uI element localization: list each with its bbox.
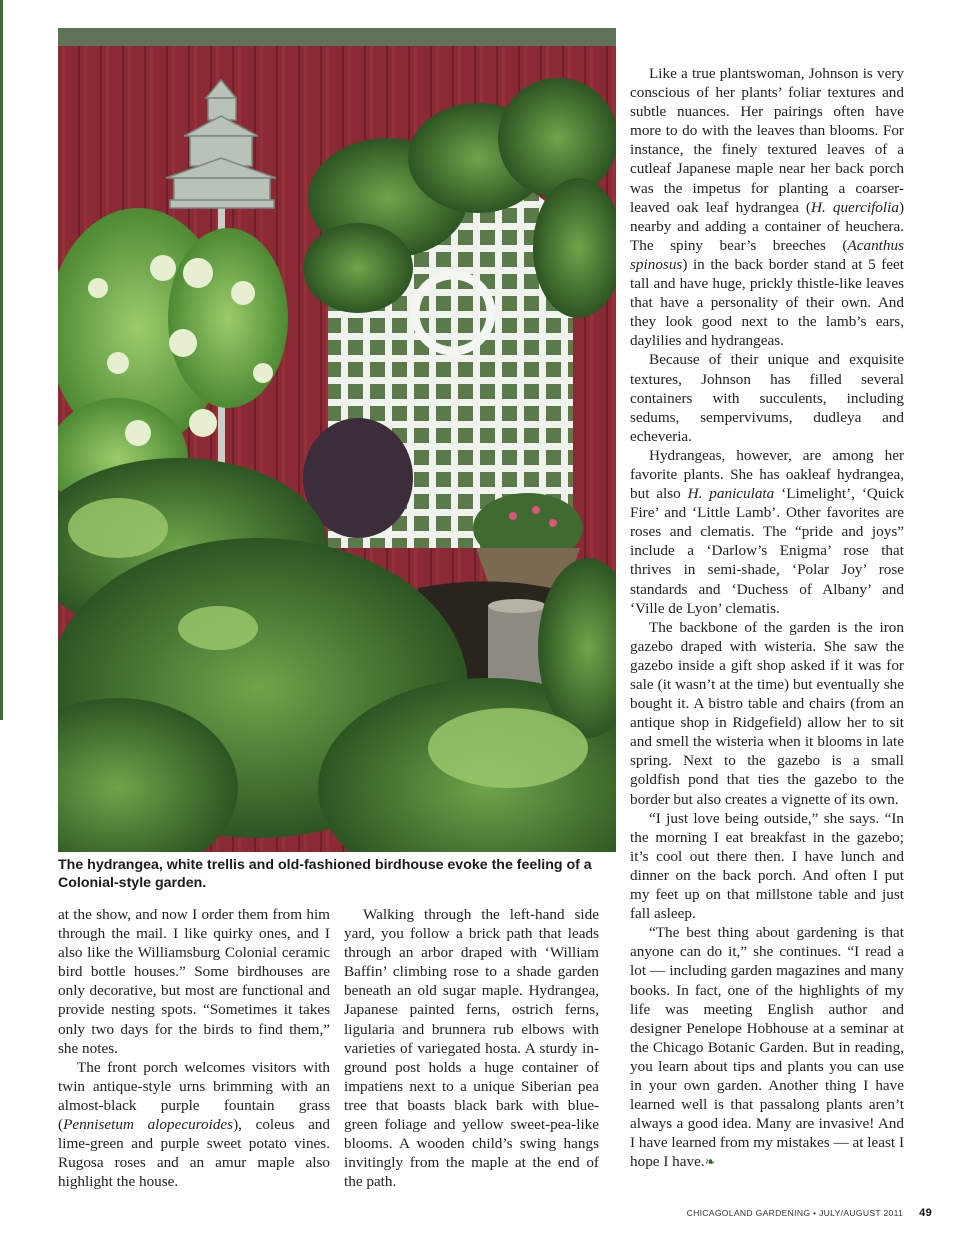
footer-publication: CHICAGOLAND GARDENING • JULY/AUGUST 2011 bbox=[686, 1208, 904, 1218]
article-column-3 bbox=[630, 64, 904, 1171]
page-footer bbox=[687, 1207, 932, 1219]
paragraph: Walking through the left-hand side yard, you follow a brick path that leads through an arbor draped with ‘William Baffin’ climbing rose to a shade garden beneath an old sugar maple. Hydrangea, Japanese painted ferns, ostrich ferns, ligularia and brunnera rub elbows with varieties of variegated hosta. A sturdy in-ground post holds a huge container of impatiens next to a unique Siberian pea tree that boasts black bark with blue-green foliage and yellow sweet-pea-like blooms. A wooden child’s swing hangs invitingly from the maple at the end of the path. bbox=[344, 906, 599, 1191]
paragraph: at the show, and now I order them from him through the mail. I like quirky ones, and I also like the Williamsburg Colonial ceramic bird bottle houses.” Some birdhouses are only decorative, but most are functional and provide nesting spots. “Sometimes it takes only two days for the birds to find them,” she notes. bbox=[58, 906, 330, 1057]
paragraph: Hydrangeas, however, are among her favorite plants. She has oakleaf hydrangea, but also H. paniculata ‘Limelight’, ‘Quick Fire’ and ‘Little Lamb’. Other favorites are roses and clematis. The “pride and joys” include a ‘Darlow’s Enigma’ rose that thrives in semi-shade, ‘Polar Joy’ rose standards and ‘Duchess of Albany’ and ‘Ville de Lyon’ clematis. bbox=[630, 446, 904, 617]
paragraph: “The best thing about gardening is that anyone can do it,” she continues. “I read a lot — including garden magazines and many books. In fact, one of the highlights of my life was meeting English author and designer Penelope Hobhouse at a seminar at the Chicago Botanic Garden. But in reading, you learn about tips and plants you can use in your own garden. Another thing I have learned well is that passalong plants aren’t always a good idea. Many are invasive! And I have learned from my mistakes — at least I hope I have.❧ bbox=[630, 924, 904, 1171]
photo-caption: The hydrangea, white trellis and old-fashioned birdhouse evoke the feeling of a Colonial-style garden. bbox=[58, 857, 592, 891]
page-number: 49 bbox=[919, 1207, 932, 1219]
article-column-1 bbox=[58, 905, 330, 1191]
page-edge-rule bbox=[0, 0, 3, 720]
paragraph: “I just love being outside,” she says. “In the morning I eat breakfast in the gazebo; it’s cool out there then. I have lunch and dinner on the back porch. And often I put my feet up on that millstone table and just fall asleep. bbox=[630, 809, 904, 923]
paragraph: The backbone of the garden is the iron gazebo draped with wisteria. She saw the gazebo inside a gift shop asked if it was for sale (it wasn’t at the time) but eventually she bought it. A bistro table and chairs (from an antique shop in Ridgefield) allow her to sit and smell the wisteria when it blooms in late spring. Next to the gazebo is a small goldfish pond that ties the gazebo to the border but also creates a vignette of its own. bbox=[630, 618, 904, 808]
paragraph: Like a true plantswoman, Johnson is very conscious of her plants’ foliar textures and subtle nuances. Her pairings often have more to do with the leaves than blooms. For instance, the finely textured leaves of a cutleaf Japanese maple near her back porch was the impetus for planting a coarser-leaved oak leaf hydrangea (H. quercifolia) nearby and adding a container of heuchera. The spiny bear’s breeches (Acanthus spinosus) in the back border stand at 5 feet tall and have huge, prickly thistle-like leaves that have a personality of their own. And they look good next to the lamb’s ears, daylilies and hydrangeas. bbox=[630, 65, 904, 350]
garden-photo-illustration bbox=[58, 28, 616, 852]
end-of-article-icon: ❧ bbox=[704, 1154, 716, 1170]
article-column-2 bbox=[344, 905, 599, 1191]
garden-photo bbox=[58, 28, 616, 852]
paragraph: Because of their unique and exquisite textures, Johnson has filled several containers with succulents, including sedums, sempervivums, dudleya and echeveria. bbox=[630, 351, 904, 445]
paragraph: The front porch welcomes visitors with twin antique-style urns brimming with an almost-black purple fountain grass (Pennisetum alopecuroides), coleus and lime-green and purple sweet potato vines. Rugosa roses and an amur maple also highlight the house. bbox=[58, 1058, 330, 1191]
